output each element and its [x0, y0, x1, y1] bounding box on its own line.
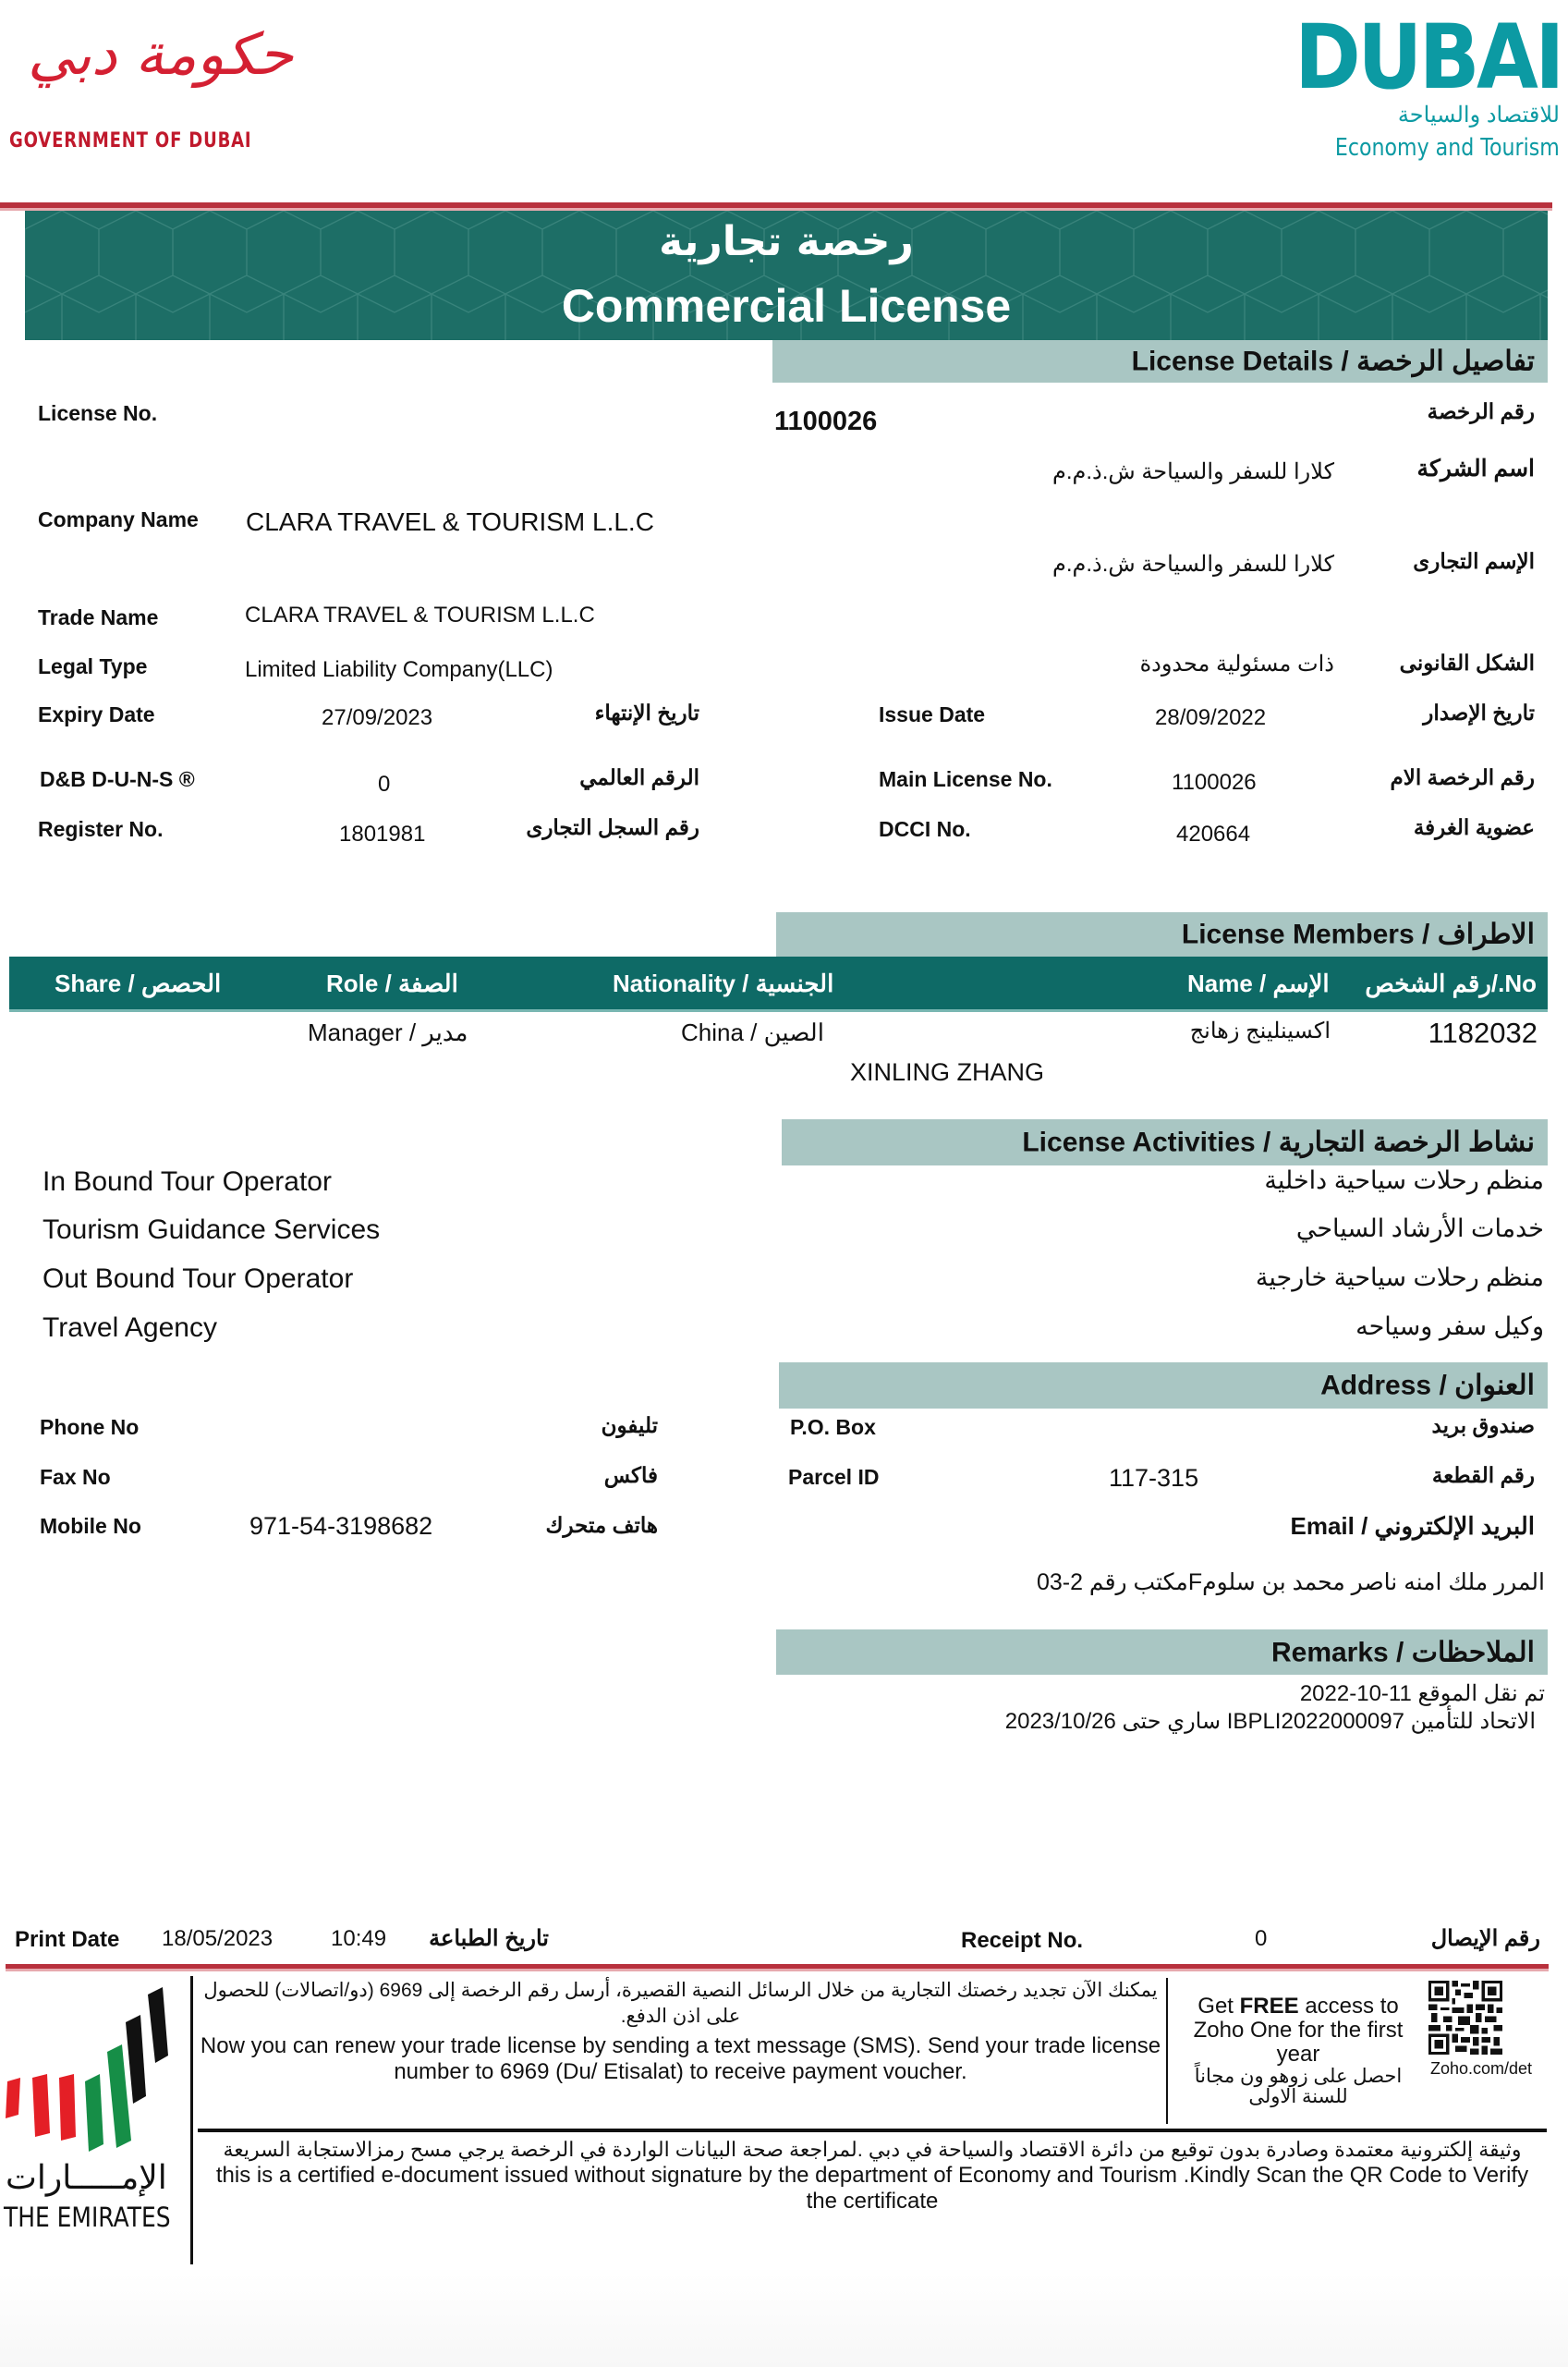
parcel-id-label-ar: رقم القطعة [1431, 1463, 1535, 1487]
zoho-promo-arabic: احصل على زوهو ون مجاناً للسنة الاولى [1194, 2066, 1403, 2107]
license-no-value: 1100026 [774, 407, 878, 436]
expiry-date-label: Expiry Date [38, 702, 155, 726]
activity-ar: وكيل سفر وسياحه [1355, 1312, 1544, 1340]
emirates-logo-english: THE EMIRATES [4, 2202, 171, 2233]
fax-label: Fax No [40, 1465, 111, 1489]
members-table-header [9, 957, 1548, 1012]
qr-code-icon[interactable] [1428, 1981, 1502, 2055]
member-name-en: XINLING ZHANG [850, 1058, 1045, 1086]
address-line: المرر ملك امنه ناصر محمد بن سلومFمكتب رقم 2-03 [1036, 1569, 1545, 1595]
po-box-label: P.O. Box [790, 1415, 876, 1439]
receipt-label-ar: رقم الإيصال [1430, 1926, 1540, 1951]
trade-name-label: Trade Name [38, 605, 159, 629]
parcel-id-label: Parcel ID [788, 1465, 880, 1489]
qr-caption: Zoho.com/det [1430, 2059, 1533, 2078]
activity-ar: منظم رحلات سياحية داخلية [1264, 1166, 1544, 1194]
main-license-label-ar: رقم الرخصة الام [1390, 765, 1535, 789]
license-activities-header [782, 1119, 1548, 1165]
sms-notice-english: Now you can renew your trade license by sending a text message (SMS). Send your trade license number to 6969 (Du/ Etisalat) to receive payment voucher. [200, 2033, 1161, 2084]
remarks-title: Remarks / الملاحظات [1270, 1637, 1535, 1667]
col-share: Share / الحصص [55, 970, 222, 997]
footer-vertical-divider [190, 1976, 193, 2264]
dubai-logo-english: Economy and Tourism [1335, 134, 1560, 162]
license-details-title: License Details / تفاصيل الرخصة [1131, 346, 1535, 377]
gov-logo-text: GOVERNMENT OF DUBAI [9, 129, 252, 153]
government-of-dubai-logo [9, 20, 300, 159]
title-banner [25, 211, 1548, 340]
duns-label-ar: الرقم العالمي [579, 765, 699, 789]
sms-renewal-notice [198, 1978, 1163, 2085]
gov-logo-calligraphy: حكومة دبي [28, 20, 294, 88]
page-bottom-shade [0, 2274, 1568, 2367]
dcci-label: DCCI No. [879, 817, 971, 841]
banner-title-arabic: رخصة تجارية [659, 218, 914, 265]
legal-type-label: Legal Type [38, 654, 148, 678]
header-red-divider [0, 202, 1552, 208]
duns-value: 0 [378, 772, 391, 797]
issue-date-label: Issue Date [879, 702, 986, 726]
print-date-value: 18/05/2023 [162, 1926, 273, 1951]
license-activities-title: License Activities / نشاط الرخصة التجارية [1022, 1127, 1535, 1158]
certified-document-notice [198, 2137, 1547, 2214]
address-header [779, 1362, 1548, 1409]
receipt-label: Receipt No. [961, 1928, 1084, 1953]
main-license-value: 1100026 [1172, 770, 1257, 795]
certified-notice-english: this is a certified e-document issued without signature by the department of Economy and Tourism .Kindly Scan the QR Code to Verify the certificate [215, 2163, 1529, 2214]
member-role: Manager / مدير [308, 1019, 468, 1046]
remark-line: الاتحاد للتأمين IBPLI2022000097 ساري حتى 2023/10/26 [1004, 1709, 1536, 1734]
main-license-label: Main License No. [879, 767, 1052, 791]
license-no-label: License No. [38, 401, 158, 425]
zoho-promo-english [1173, 1995, 1423, 2067]
activity-en: In Bound Tour Operator [43, 1166, 332, 1197]
license-no-label-ar: رقم الرخصة [1427, 399, 1535, 423]
address-title: Address / العنوان [1320, 1370, 1535, 1401]
col-person-no: رقم الشخص/.No [1365, 970, 1537, 997]
remark-line: تم نقل الموقع 11-10-2022 [1299, 1681, 1545, 1706]
print-date-label-ar: تاريخ الطباعة [429, 1926, 549, 1951]
print-date-label: Print Date [15, 1927, 120, 1952]
emirates-stripes-icon [0, 1978, 176, 2163]
col-nationality: Nationality / الجنسية [613, 970, 834, 997]
phone-label-ar: تليفون [601, 1413, 658, 1437]
fax-label-ar: فاكس [603, 1463, 658, 1487]
member-name-ar: اكسينلينج زهانج [1189, 1019, 1331, 1043]
zoho-promo-suffix: access to Zoho One for the first year [1193, 1994, 1404, 2067]
expiry-date-label-ar: تاريخ الإنتهاء [594, 701, 699, 725]
license-members-header [776, 912, 1548, 957]
mobile-label: Mobile No [40, 1514, 141, 1538]
register-no-label-ar: رقم السجل التجارى [526, 815, 699, 839]
dubai-economy-tourism-logo [1295, 6, 1562, 166]
activity-ar: منظم رحلات سياحية خارجية [1255, 1263, 1544, 1291]
sms-notice-arabic: يمكنك الآن تجديد رخصتك التجارية من خلال الرسائل النصية القصيرة، أرسل رقم الرخصة إلى 6969 (دو/اتصالات) للحصول على اذن الدفع. [203, 1980, 1158, 2027]
company-name-label: Company Name [38, 507, 199, 531]
register-no-value: 1801981 [339, 822, 426, 847]
zoho-promo-free: FREE [1239, 1994, 1299, 2019]
trade-name-label-ar: الإسم التجارى [1413, 549, 1535, 573]
license-details-header [772, 340, 1548, 383]
trade-name-value: CLARA TRAVEL & TOURISM L.L.C [245, 603, 595, 628]
issue-date-value: 28/09/2022 [1155, 705, 1267, 730]
trade-name-ar-value: كلارا للسفر والسياحة ش.ذ.م.م [1051, 552, 1334, 577]
member-nationality: China / الصين [681, 1019, 824, 1046]
col-name: Name / الإسم [1187, 970, 1330, 997]
emirates-logo-arabic: الإمـــــارات [6, 2158, 167, 2196]
legal-type-label-ar: الشكل القانونى [1399, 651, 1535, 675]
activity-ar: خدمات الأرشاد السياحي [1295, 1214, 1544, 1242]
legal-type-value: Limited Liability Company(LLC) [245, 657, 553, 682]
dcci-value: 420664 [1176, 822, 1251, 847]
dubai-logo-arabic: للاقتصاد والسياحة [1397, 103, 1560, 128]
print-time-value: 10:49 [331, 1926, 387, 1951]
footer-black-divider [198, 2129, 1547, 2132]
col-role: Role / الصفة [326, 970, 458, 997]
member-number: 1182032 [1428, 1017, 1538, 1049]
receipt-value: 0 [1255, 1926, 1268, 1951]
dcci-label-ar: عضوية الغرفة [1413, 815, 1535, 839]
certified-notice-arabic: وثيقة إلكترونية معتمدة وصادرة بدون توقيع من دائرة الاقتصاد والسياحة في دبي .لمراجعة صحة البيانات الواردة في الرخصة يرجي مسح رمزالاستجابة السريعة [223, 2138, 1522, 2161]
zoho-promo-prefix: Get [1197, 1994, 1240, 2019]
zoho-promo [1173, 1995, 1423, 2107]
mobile-value: 971-54-3198682 [249, 1512, 433, 1540]
issue-date-label-ar: تاريخ الإصدار [1423, 701, 1535, 725]
remarks-header [776, 1629, 1548, 1675]
activity-en: Out Bound Tour Operator [43, 1263, 354, 1294]
footer-inner-divider [1166, 1978, 1168, 2124]
license-members-title: License Members / الاطراف [1181, 919, 1535, 950]
activity-en: Travel Agency [43, 1312, 217, 1343]
register-no-label: Register No. [38, 817, 164, 841]
email-label: البريد الإلكتروني / Email [1290, 1512, 1535, 1540]
activity-en: Tourism Guidance Services [43, 1214, 381, 1245]
footer-red-divider [6, 1964, 1549, 1969]
expiry-date-value: 27/09/2023 [322, 705, 433, 730]
legal-type-ar-value: ذات مسئولية محدودة [1139, 652, 1334, 677]
banner-title-english: Commercial License [561, 280, 1012, 332]
company-name-label-ar: اسم الشركة [1416, 456, 1535, 482]
mobile-label-ar: هاتف متحرك [545, 1513, 658, 1537]
company-name-ar-value: كلارا للسفر والسياحة ش.ذ.م.م [1051, 459, 1334, 484]
dubai-wordmark: DUBAI [1295, 6, 1562, 109]
duns-label: D&B D-U-N-S ® [40, 767, 195, 791]
po-box-label-ar: صندوق بريد [1431, 1413, 1535, 1437]
company-name-value: CLARA TRAVEL & TOURISM L.L.C [246, 507, 654, 536]
phone-label: Phone No [40, 1415, 140, 1439]
the-emirates-logo [0, 1978, 185, 2237]
parcel-id-value: 117-315 [1109, 1464, 1199, 1492]
